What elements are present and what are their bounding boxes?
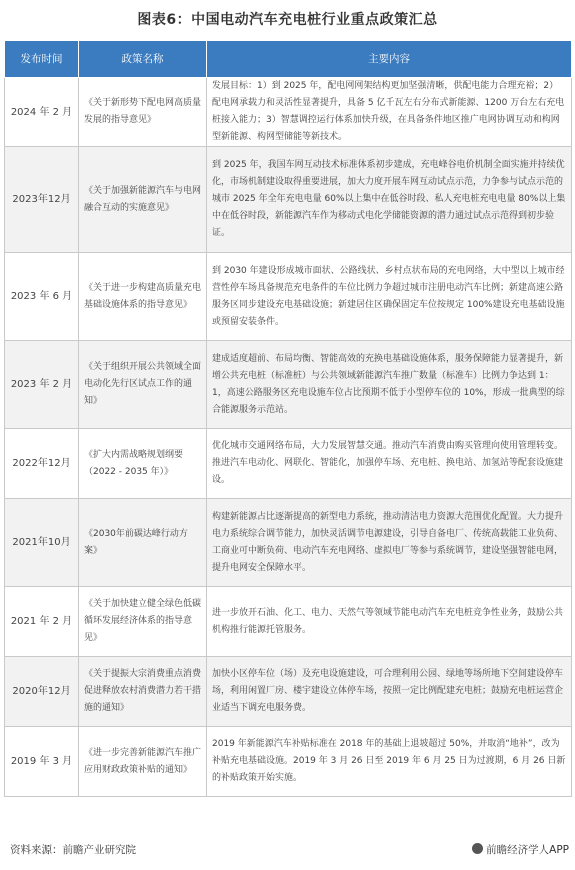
row-content: 到 2030 年建设形成城市面状、公路线状、乡村点状布局的充电网络，大中型以上城市经营性停车场具备规范充电条件的车位比例力争超过城市注册电动汽车比例；新建高速公路服务区同步建设充电基础设施；新建居住区确保固定车位按规定 100%建设充电基础设施或预留安装条件。 (207, 253, 572, 341)
page-title: 图表6：中国电动汽车充电桩行业重点政策汇总 (137, 12, 438, 28)
row-date: 2023 年 2 月 (5, 341, 79, 429)
row-content: 建成适度超前、布局均衡、智能高效的充换电基础设施体系，服务保障能力显著提升，新增公共充电桩（标准桩）与公共领域新能源汽车推广数量（标准车）比例力争达到 1：1，高速公路服务区充电设施车位占比预期不低于小型停车位的 10%，形成一批典型的综合能源服务示范站。 (207, 341, 572, 429)
table-row (5, 657, 572, 727)
table-row (5, 78, 572, 147)
header-policy-name: 政策名称 (79, 41, 207, 78)
row-date: 2022年12月 (5, 429, 79, 499)
source-note: 资料来源：前瞻产业研究院 (10, 844, 136, 856)
row-content: 构建新能源占比逐渐提高的新型电力系统，推动清洁电力资源大范围优化配置。大力提升电力系统综合调节能力，加快灵活调节电源建设，引导自备电厂、传统高载能工业负荷、工商业可中断负荷、电动汽车充电网络、虚拟电厂等参与系统调节，建设坚强智能电网，提升电网安全保障水平。 (207, 499, 572, 587)
table-row (5, 499, 572, 587)
row-policy-name: 《关于组织开展公共领域全面电动化先行区试点工作的通知》 (79, 341, 207, 429)
row-date: 2024 年 2 月 (5, 78, 79, 147)
table-row (5, 727, 572, 797)
row-policy-name: 《进一步完善新能源汽车推广应用财政政策补贴的通知》 (79, 727, 207, 797)
row-policy-name: 《关于提振大宗消费重点消费促进释放农村消费潜力若干措施的通知》 (79, 657, 207, 727)
row-date: 2023 年 6 月 (5, 253, 79, 341)
brand-name: 前瞻经济学人APP (486, 844, 569, 856)
table-row (5, 253, 572, 341)
table-row (5, 147, 572, 253)
row-date: 2021 年 2 月 (5, 587, 79, 657)
row-content: 进一步放开石油、化工、电力、天然气等领域节能电动汽车充电桩竞争性业务，鼓励公共机构推行能源托管服务。 (207, 587, 572, 657)
row-content: 优化城市交通网络布局，大力发展智慧交通。推动汽车消费由购买管理向使用管理转变。推进汽车电动化、网联化、智能化，加强停车场、充电桩、换电站、加氢站等配套设施建设。 (207, 429, 572, 499)
table-header-row (5, 41, 572, 78)
row-date: 2021年10月 (5, 499, 79, 587)
brand-logo-icon (472, 843, 483, 854)
row-content: 2019 年新能源汽车补贴标准在 2018 年的基础上退坡超过 50%，并取消“地补”，改为补贴充电基础设施。2019 年 3 月 26 日至 2019 年 6 月 25 日为过渡期，6 月 26 日新的补贴政策开始实施。 (207, 727, 572, 797)
row-policy-name: 《2030年前碳达峰行动方案》 (79, 499, 207, 587)
row-policy-name: 《关于新形势下配电网高质量发展的指导意见》 (79, 78, 207, 147)
row-policy-name: 《关于加强新能源汽车与电网融合互动的实施意见》 (79, 147, 207, 253)
row-date: 2023年12月 (5, 147, 79, 253)
table-row (5, 587, 572, 657)
row-date: 2020年12月 (5, 657, 79, 727)
row-policy-name: 《扩大内需战略规划纲要（2022 - 2035 年）》 (79, 429, 207, 499)
header-main-content: 主要内容 (207, 41, 572, 78)
brand-credit (472, 842, 569, 857)
table-row (5, 341, 572, 429)
row-policy-name: 《关于进一步构建高质量充电基础设施体系的指导意见》 (79, 253, 207, 341)
footer (4, 838, 571, 862)
row-content: 加快小区停车位（场）及充电设施建设，可合理利用公园、绿地等场所地下空间建设停车场，利用闲置厂房、楼宇建设立体停车场，按照一定比例配建充电桩；鼓励充电桩运营企业适当下调充电服务费。 (207, 657, 572, 727)
row-policy-name: 《关于加快建立健全绿色低碳循环发展经济体系的指导意见》 (79, 587, 207, 657)
header-date: 发布时间 (5, 41, 79, 78)
row-content: 发展目标：1）到 2025 年，配电网网架结构更加坚强清晰，供配电能力合理充裕；2）配电网承载力和灵活性显著提升，具备 5 亿千瓦左右分布式新能源、1200 万台左右充电桩接入能力；3）智慧调控运行体系加快升级，在具备条件地区推广电网协调互动和构网型新能源、构网型储能等新技术。 (207, 78, 572, 147)
table-row (5, 429, 572, 499)
policy-table (4, 40, 572, 797)
row-content: 到 2025 年，我国车网互动技术标准体系初步建成，充电峰谷电价机制全面实施并持续优化，市场机制建设取得重要进展，加大力度开展车网互动试点示范，力争参与试点示范的城市 2025 年全年充电电量 60%以上集中在低谷时段、私人充电桩充电电量 80%以上集中在低谷时段，新能源汽车作为移动式电化学储能资源的潜力通过试点示范得到初步验证。 (207, 147, 572, 253)
row-date: 2019 年 3 月 (5, 727, 79, 797)
